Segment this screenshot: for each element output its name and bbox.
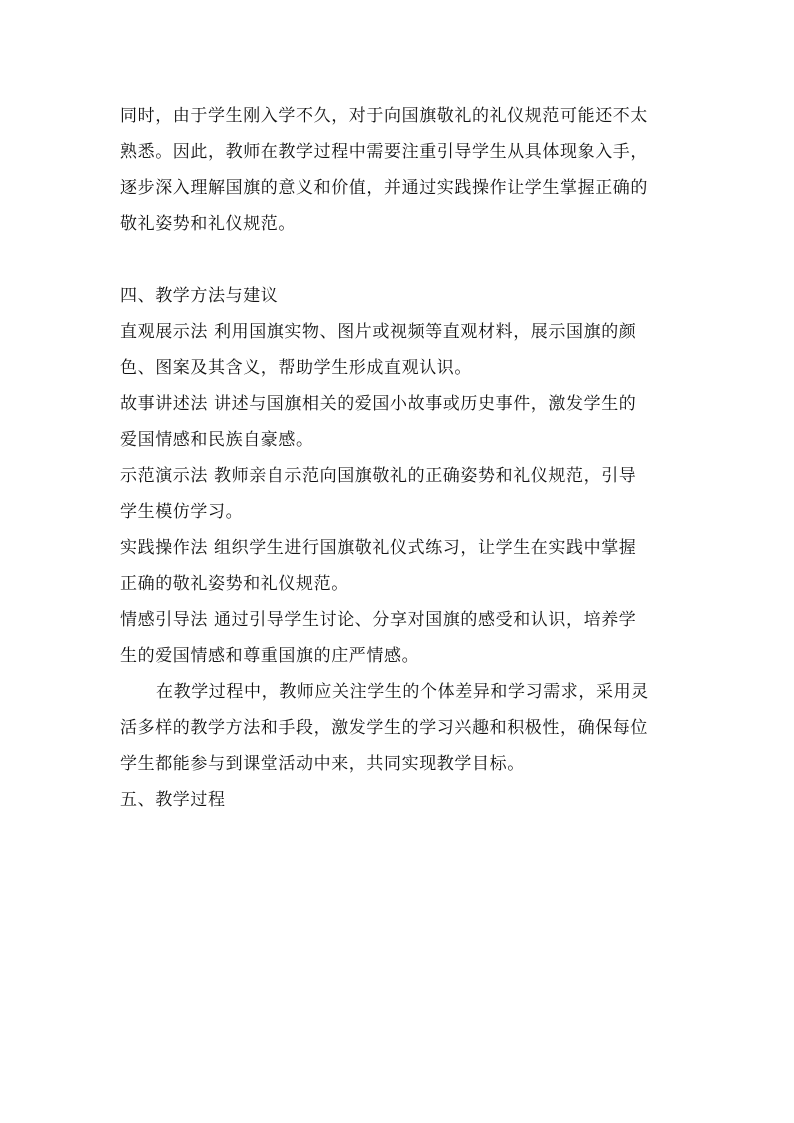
section-heading-5: 五、教学过程 — [120, 790, 226, 810]
method-item-story — [120, 386, 686, 458]
intro-paragraph — [120, 98, 686, 242]
method-item-practice — [120, 530, 686, 602]
text-line: 逐步深入理解国旗的意义和价值，并通过实践操作让学生掌握正确的 — [120, 178, 648, 198]
text-line: 同时，由于学生刚入学不久，对于向国旗敬礼的礼仪规范可能还不太 — [120, 106, 648, 126]
text-line: 学生模仿学习。 — [120, 502, 244, 522]
text-line: 实践操作法 组织学生进行国旗敬礼仪式练习，让学生在实践中掌握 — [120, 538, 637, 558]
text-line: 学生都能参与到课堂活动中来，共同实现教学目标。 — [120, 754, 525, 774]
text-line: 情感引导法 通过引导学生讨论、分享对国旗的感受和认识，培养学 — [120, 610, 637, 630]
document-page — [120, 98, 686, 818]
method-item-demonstration — [120, 458, 686, 530]
section-heading-4: 四、教学方法与建议 — [120, 286, 279, 306]
summary-paragraph — [120, 674, 686, 782]
text-line: 色、图案及其含义，帮助学生形成直观认识。 — [120, 358, 472, 378]
text-line: 示范演示法 教师亲自示范向国旗敬礼的正确姿势和礼仪规范，引导 — [120, 466, 637, 486]
text-line: 正确的敬礼姿势和礼仪规范。 — [120, 574, 349, 594]
text-line: 故事讲述法 讲述与国旗相关的爱国小故事或历史事件，激发学生的 — [120, 394, 637, 414]
paragraph-spacer — [120, 242, 686, 278]
text-line: 活多样的教学方法和手段，激发学生的学习兴趣和积极性，确保每位 — [120, 718, 648, 738]
text-line: 爱国情感和民族自豪感。 — [120, 430, 314, 450]
text-line: 熟悉。因此，教师在教学过程中需要注重引导学生从具体现象入手， — [120, 142, 648, 162]
method-item-visual — [120, 314, 686, 386]
text-line: 敬礼姿势和礼仪规范。 — [120, 214, 296, 234]
text-line: 生的爱国情感和尊重国旗的庄严情感。 — [120, 646, 420, 666]
text-line: 直观展示法 利用国旗实物、图片或视频等直观材料，展示国旗的颜 — [120, 322, 637, 342]
text-line: 在教学过程中，教师应关注学生的个体差异和学习需求，采用灵 — [156, 682, 649, 702]
method-item-emotion — [120, 602, 686, 674]
